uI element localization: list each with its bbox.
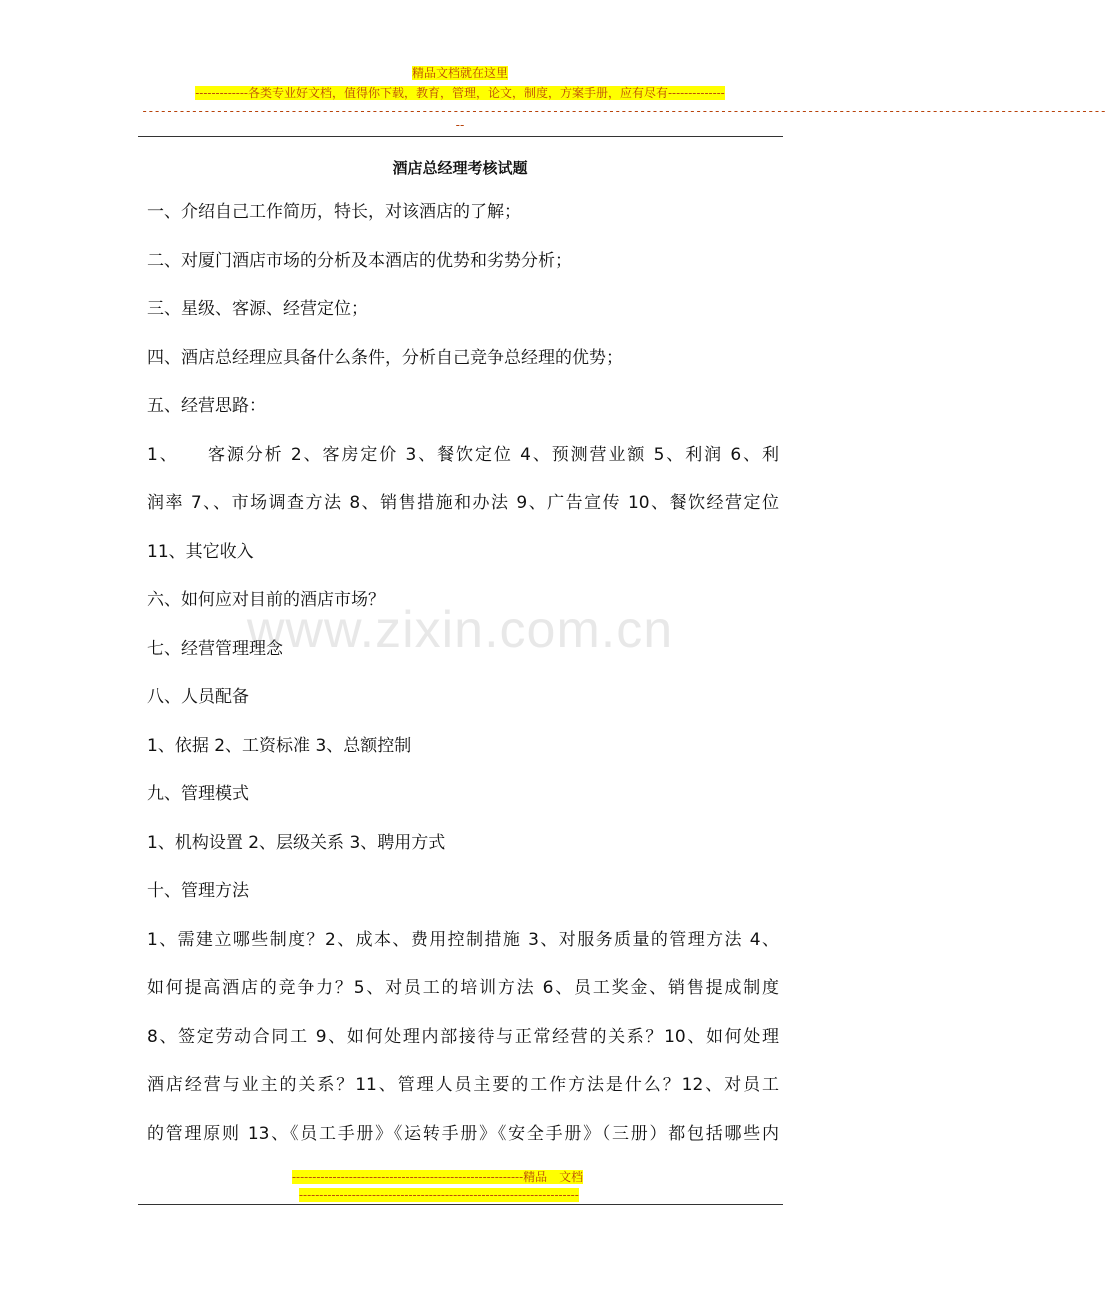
text-line: 8、签定劳动合同工 9、如何处理内部接待与正常经营的关系？10、如何处理 [147, 1026, 779, 1047]
text-line: 七、经营管理理念 [147, 638, 283, 659]
footer-dash-text: --------------------------------------------------------------------- [299, 1188, 579, 1202]
header-dash-line: ----------------------------------------------------------------------------------------------------------------------------------------------------------- [141, 104, 1106, 118]
header-top-text: 精品文档就在这里 [411, 66, 508, 80]
text-line: 八、人员配备 [147, 687, 249, 707]
header-banner-text: -------------各类专业好文档，值得你下载，教育，管理，论文，制度，方案手册，应有尽有-------------- [195, 86, 725, 100]
footer-label-text: ---------------------------------------------------------精品 文档 [292, 1170, 584, 1184]
text-line: 酒店经营与业主的关系？11、管理人员主要的工作方法是什么？12、对员工 [147, 1075, 779, 1095]
text-line: 1、需建立哪些制度？2、成本、费用控制措施 3、对服务质量的管理方法 4、 [147, 929, 779, 950]
document-body [147, 188, 779, 1158]
text-line: 五、经营思路： [147, 396, 266, 416]
header-banner [0, 84, 920, 102]
header-top-label [0, 64, 920, 82]
text-line: 一、介绍自己工作简历，特长，对该酒店的了解； [147, 202, 521, 222]
text-line: 1、依据 2、工资标准 3、总额控制 [147, 735, 412, 756]
text-line: 四、酒店总经理应具备什么条件，分析自己竞争总经理的优势； [147, 347, 623, 368]
text-line: 的管理原则 13、《员工手册》《运转手册》《安全手册》（三册）都包括哪些内 [147, 1123, 779, 1144]
watermark: www.zixin.com.cn [246, 601, 674, 659]
text-line: 六、如何应对目前的酒店市场？ [147, 590, 385, 610]
footer-dash-line [299, 1188, 579, 1202]
text-line: 1、 客源分析 2、客房定价 3、餐饮定位 4、预测营业额 5、利润 6、利 [147, 444, 779, 465]
text-line: 润率 7、、市场调查方法 8、销售措施和办法 9、广告宣传 10、餐饮经营定位 [147, 493, 779, 513]
text-line: 1、机构设置 2、层级关系 3、聘用方式 [147, 832, 446, 853]
footer-rule [138, 1204, 783, 1205]
text-line: 三、星级、客源、经营定位； [147, 299, 368, 319]
text-line: 二、对厦门酒店市场的分析及本酒店的优势和劣势分析； [147, 250, 572, 271]
text-line: 如何提高酒店的竞争力？5、对员工的培训方法 6、员工奖金、销售提成制度 [147, 978, 779, 998]
header-dash-line-tail: -- [455, 118, 465, 132]
text-line: 十、管理方法 [147, 881, 249, 901]
footer-label [292, 1169, 583, 1186]
header-rule [138, 136, 783, 137]
text-line: 九、管理模式 [147, 784, 249, 804]
text-line: 11、其它收入 [147, 541, 254, 562]
page-title: 酒店总经理考核试题 [392, 159, 528, 177]
